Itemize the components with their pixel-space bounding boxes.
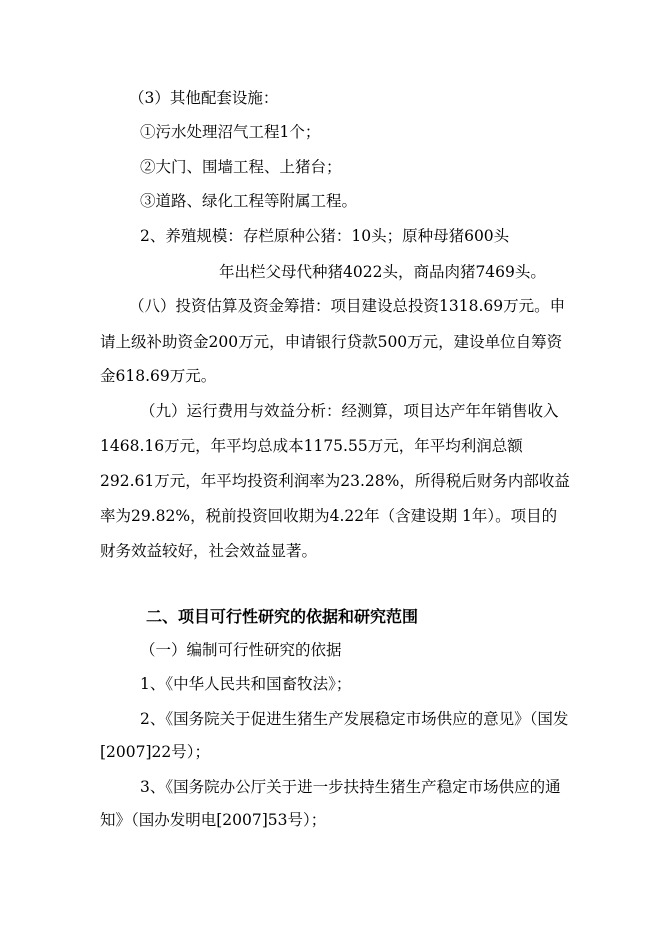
text-line: 率为29.82%，税前投资回收期为4.22年（含建设期 1年）。项目的 <box>100 507 558 525</box>
text-line: 2、养殖规模：存栏原种公猪：10头；原种母猪600头 <box>140 227 510 245</box>
text-line: 年出栏父母代种猪4022头，商品肉猪7469头。 <box>219 263 546 281</box>
text-line: 1468.16万元，年平均总成本1175.55万元，年平均利润总额 <box>100 437 523 455</box>
text-line: （八）投资估算及资金筹措：项目建设总投资1318.69万元。申 <box>129 297 566 315</box>
text-line: （九）运行费用与效益分析：经测算，项目达产年年销售收入 <box>140 402 559 420</box>
text-line: 财务效益较好，社会效益显著。 <box>100 542 318 560</box>
text-line: [2007]22号）； <box>100 743 211 761</box>
text-line: 金618.69万元。 <box>100 367 217 385</box>
text-line: （一）编制可行性研究的依据 <box>140 641 342 659</box>
text-line: ②大门、围墙工程、上猪台； <box>140 158 342 176</box>
text-line: 知》（国办发明电[2007]53号）； <box>100 811 327 829</box>
text-line: ③道路、绿化工程等附属工程。 <box>140 192 358 210</box>
text-line: 1、《中华人民共和国畜牧法》； <box>140 675 352 693</box>
text-line: 2、《国务院关于促进生猪生产发展稳定市场供应的意见》（国发 <box>140 710 569 728</box>
section-heading: 二、项目可行性研究的依据和研究范围 <box>146 607 419 626</box>
text-line: 292.61万元，年平均投资利润率为23.28%，所得税后财务内部收益 <box>100 472 570 490</box>
text-line: 3、《国务院办公厅关于进一步扶持生猪生产稳定市场供应的通 <box>140 778 561 796</box>
text-line: ①污水处理沼气工程1个； <box>140 123 321 141</box>
text-line: （3）其他配套设施： <box>129 89 279 107</box>
text-line: 请上级补助资金200万元，申请银行贷款500万元，建设单位自筹资 <box>100 333 563 351</box>
